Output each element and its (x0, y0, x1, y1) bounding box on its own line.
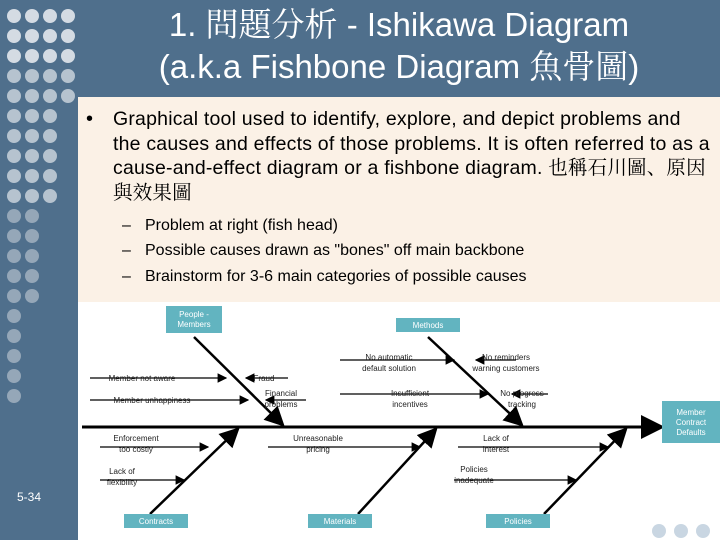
decor-dot (25, 169, 39, 183)
cause-label: Lack of (483, 434, 509, 443)
decor-dot (25, 209, 39, 223)
svg-text:People -Members (177, 310, 210, 329)
cause-label: Insufficient (390, 389, 430, 398)
cause-label: Fraud (253, 374, 275, 383)
decor-dot (25, 149, 39, 163)
cause-label: interest (482, 445, 510, 454)
cause-label: Policies (460, 465, 488, 474)
decor-dot (7, 229, 21, 243)
decor-dot (61, 29, 75, 43)
decor-dot (25, 109, 39, 123)
decor-dot (25, 9, 39, 23)
decor-dot (7, 269, 21, 283)
decor-dot (43, 69, 57, 83)
decor-dot (61, 9, 75, 23)
cause-label: tracking (507, 400, 537, 409)
decor-dot (7, 209, 21, 223)
cause-label: inadequate (454, 476, 494, 485)
sub-bullet: – Problem at right (fish head) (122, 217, 338, 234)
decor-dot (7, 9, 21, 23)
category-label: Methods (412, 321, 444, 330)
decor-dot (7, 109, 21, 123)
bone-policies (544, 429, 626, 514)
decor-dot (43, 29, 57, 43)
cause-label: flexibility (106, 478, 138, 487)
decor-dot (7, 169, 21, 183)
svg-text:Enforcementtoo costly (113, 434, 159, 454)
decor-dot (7, 349, 21, 363)
main-bullet-text: Graphical tool used to identify, explore, and depict problems and the causes and effects of those problems. It is often referred to as a cause-and-effect diagram or a fishbone diagram. 也稱石川圖、原因與效果圖 (113, 108, 710, 204)
cause-label: No progress (500, 389, 544, 398)
decor-dot (25, 89, 39, 103)
decor-dot (7, 369, 21, 383)
cause-label: Unreasonable (293, 434, 343, 443)
decor-dot (43, 9, 57, 23)
sub-bullet: – Possible causes drawn as "bones" off main backbone (122, 242, 525, 259)
svg-text:No automaticdefault solution (362, 353, 416, 373)
bone-contracts (150, 429, 238, 514)
cause-label: default solution (362, 364, 416, 373)
category-label: People - (179, 310, 209, 319)
fishbone-diagram (78, 302, 720, 540)
sub-bullet-text: Problem at right (fish head) (145, 217, 338, 234)
svg-text:Unreasonablepricing (293, 434, 343, 454)
decor-dot (7, 289, 21, 303)
cause-label: warning customers (472, 364, 540, 373)
decor-dot (25, 289, 39, 303)
cause-label: No reminders (481, 353, 531, 362)
decor-dot (61, 89, 75, 103)
decor-dot (25, 129, 39, 143)
bone-materials (358, 429, 436, 514)
bullet-marker: • (86, 108, 94, 130)
decor-dot (7, 189, 21, 203)
cause-label: Enforcement (113, 434, 159, 443)
decor-dot (61, 69, 75, 83)
svg-text:MemberContractDefaults (676, 408, 707, 437)
decor-dot (7, 329, 21, 343)
svg-text:No reminderswarning customers (471, 353, 539, 373)
decor-dot (25, 229, 39, 243)
cause-label: Member unhappiness (113, 396, 191, 405)
cause-label: No automatic (365, 353, 413, 362)
decor-dot (43, 189, 57, 203)
cause-label: incentives (392, 400, 428, 409)
decor-dot (7, 129, 21, 143)
decor-dot (7, 29, 21, 43)
decor-dot (7, 309, 21, 323)
decor-dot (25, 249, 39, 263)
decor-dot (7, 389, 21, 403)
fish-head-label: Member (676, 408, 706, 417)
sub-bullet-text: Possible causes drawn as "bones" off main backbone (145, 242, 525, 259)
svg-text:Lack offlexibility (107, 467, 137, 487)
category-label: Materials (323, 517, 357, 526)
cause-label: Financial (264, 389, 298, 398)
decor-dot (43, 109, 57, 123)
decor-dot (61, 49, 75, 63)
slide-title (78, 4, 720, 88)
decor-dot (7, 149, 21, 163)
decor-dot (43, 49, 57, 63)
cause-label: problems (264, 400, 298, 409)
cause-label: Member not aware (108, 374, 176, 383)
fish-head-label: Defaults (676, 428, 706, 437)
svg-text:Insufficientincentives (391, 389, 430, 409)
decor-dot (7, 69, 21, 83)
cause-label: too costly (119, 445, 153, 454)
decor-dot (43, 89, 57, 103)
svg-text:Financialproblems (265, 389, 298, 409)
decor-dot (7, 49, 21, 63)
slide-number: 5-34 (17, 490, 42, 504)
category-label: Members (177, 320, 211, 329)
decor-dot (25, 49, 39, 63)
bone-methods (428, 337, 522, 425)
decor-dot (43, 129, 57, 143)
svg-text:No progresstracking (500, 389, 544, 409)
sub-bullet: – Brainstorm for 3-6 main categories of possible causes (122, 268, 527, 285)
cause-label: pricing (306, 445, 330, 454)
decor-dot (25, 69, 39, 83)
category-label: Contracts (138, 517, 174, 526)
svg-text:Lack ofinterest (483, 434, 510, 454)
category-label: Policies (504, 517, 532, 526)
svg-text:Policiesinadequate (454, 465, 494, 485)
cause-label: Lack of (109, 467, 135, 476)
fish-head-label: Contract (675, 418, 707, 427)
decor-dot (25, 189, 39, 203)
title-line-2: (a.k.a Fishbone Diagram 魚骨圖) (158, 48, 640, 85)
decor-dot (7, 249, 21, 263)
decor-dot (43, 169, 57, 183)
title-line-1: 1. 問題分析 - Ishikawa Diagram (168, 6, 630, 43)
decor-dot (25, 29, 39, 43)
decor-dot (43, 149, 57, 163)
sub-bullet-text: Brainstorm for 3-6 main categories of possible causes (145, 268, 527, 285)
decor-dot (7, 89, 21, 103)
decor-dot (25, 269, 39, 283)
